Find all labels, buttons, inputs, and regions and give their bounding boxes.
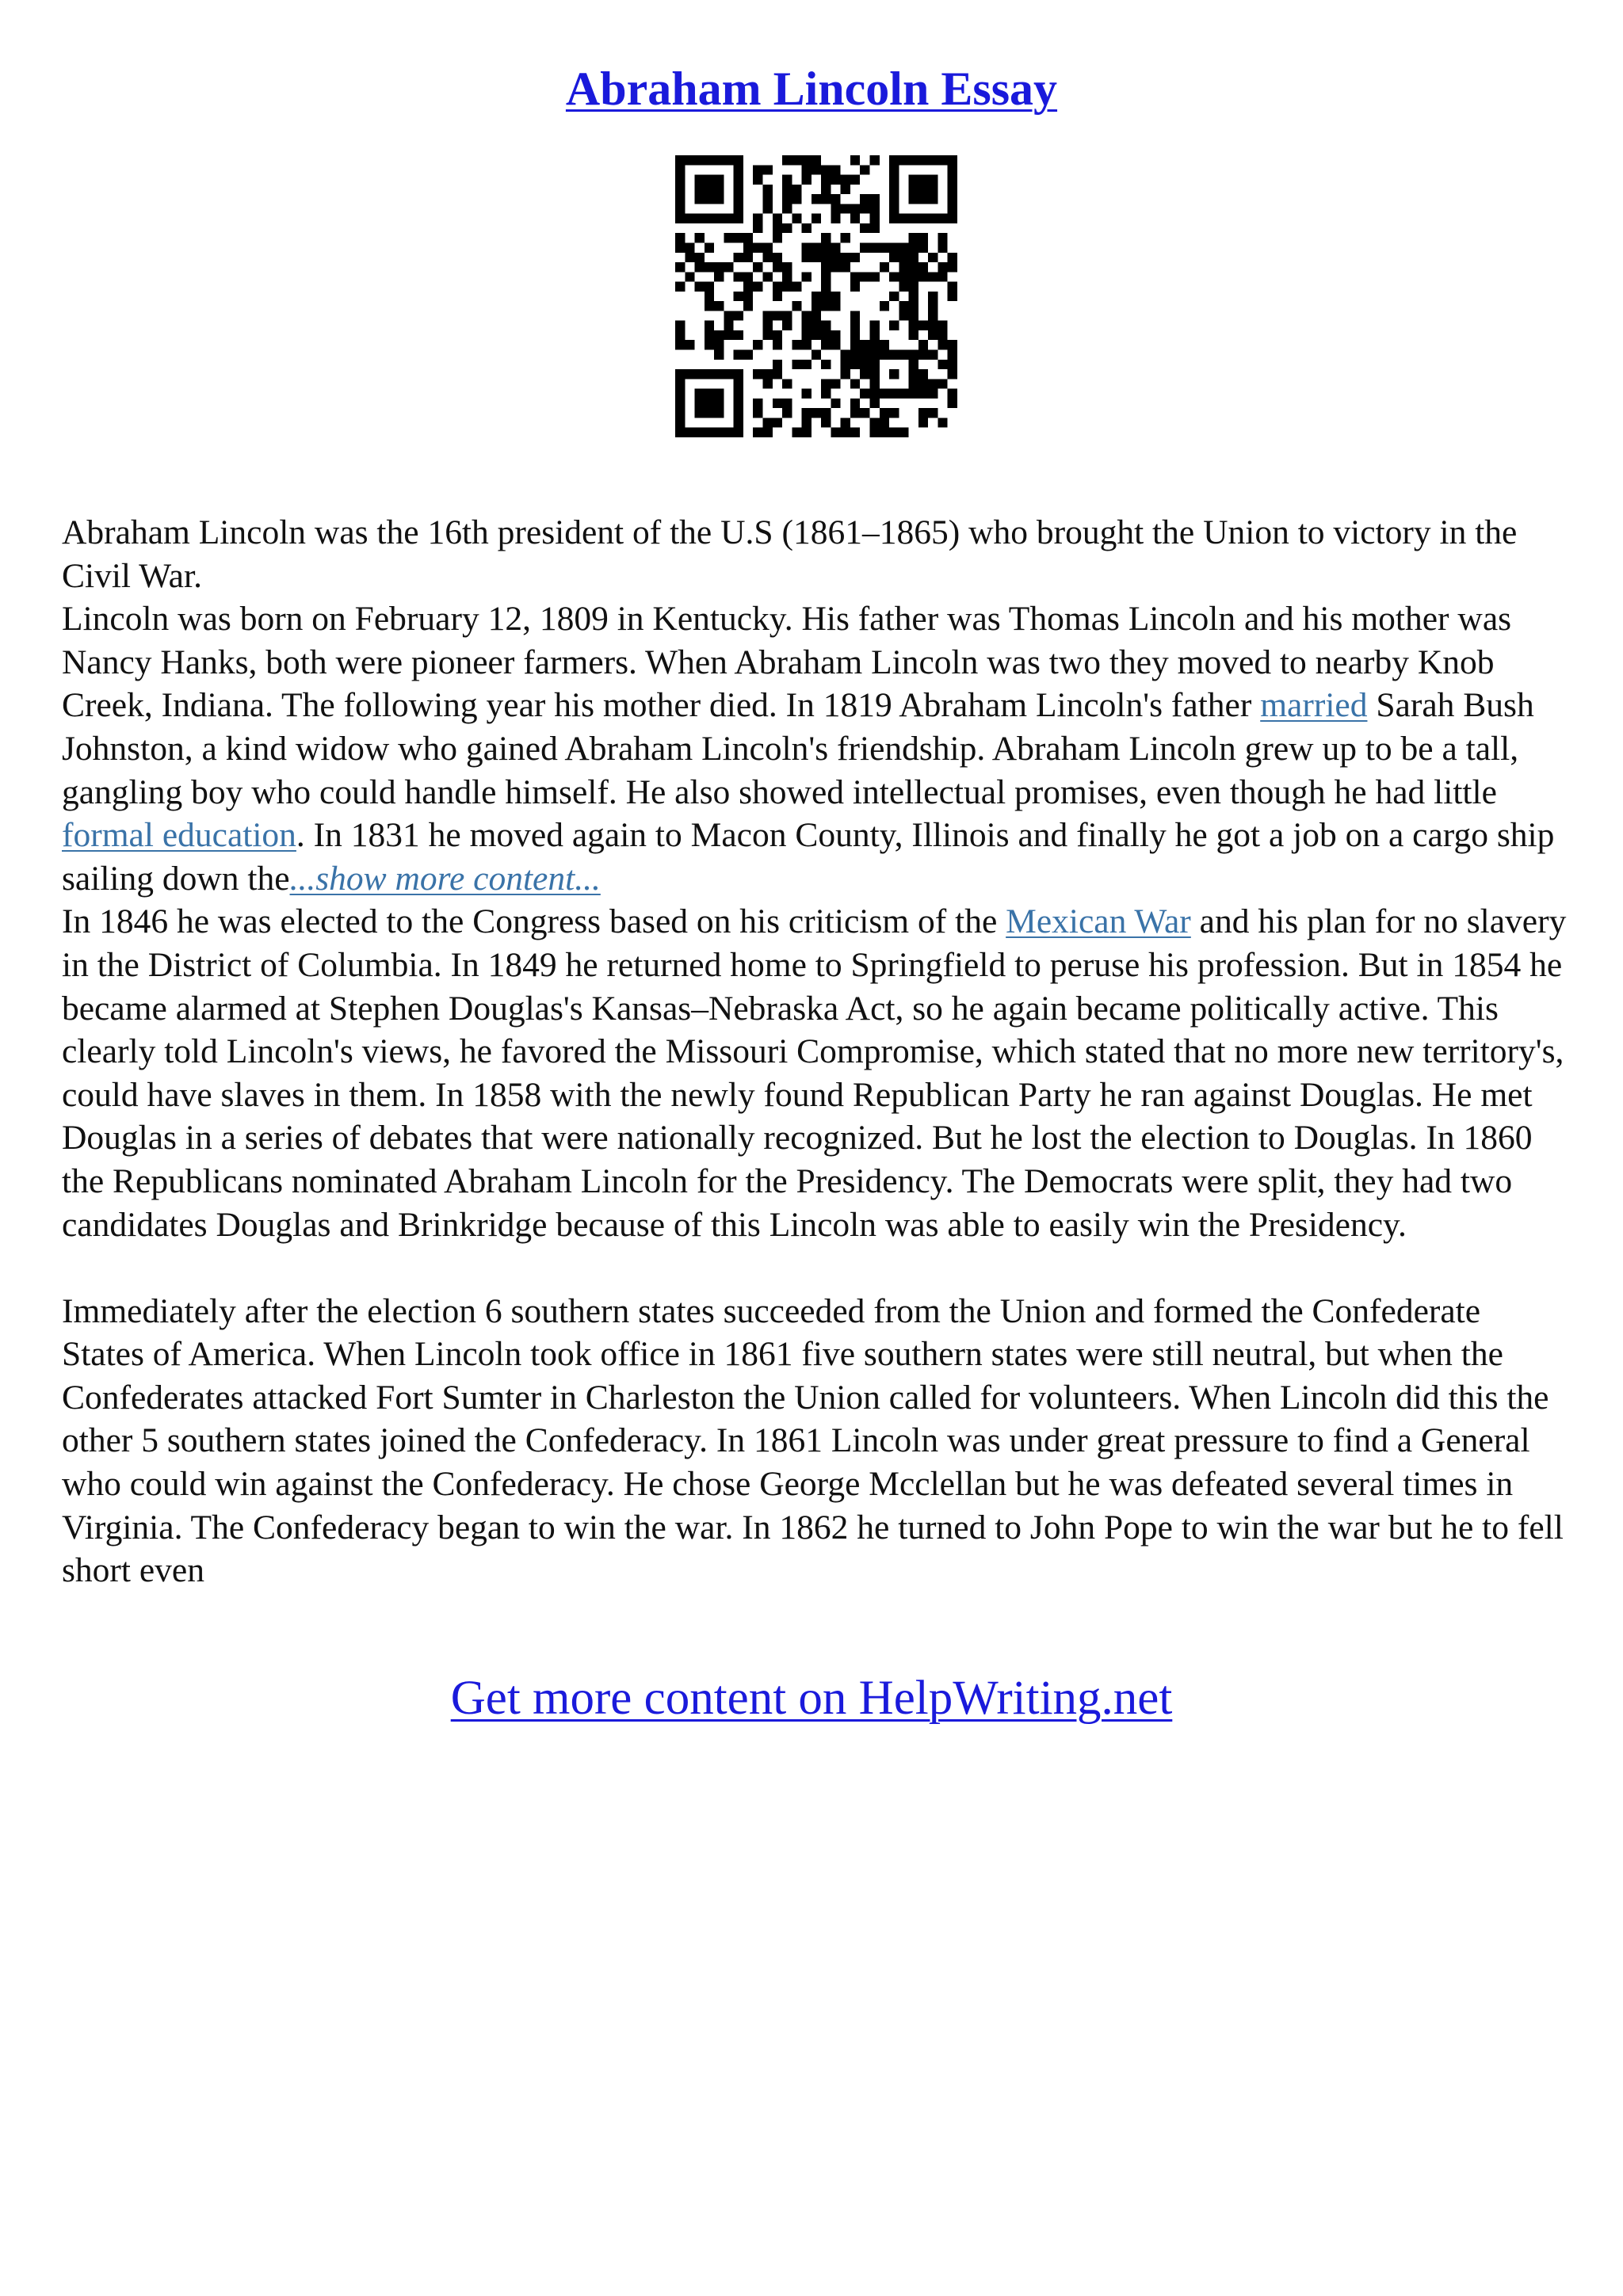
get-more-content-link[interactable]: Get more content on HelpWriting.net (450, 1672, 1173, 1725)
civil-war-text: Immediately after the election 6 southern states succeeded from the Union and formed the Confederate States of America. When Lincoln took office in 1861 five southern states were still neutral, but when the Confederates attacked Fort Sumter in Charleston the Union called for volunteers. When Lincoln did this the other 5 southern states joined the Confederacy. In 1861 Lincoln was under great pressure to find a General who could win against the Confederacy. He chose George Mcclellan but he was defeated several times in Virginia. The Confederacy began to win the war. In 1862 he turned to John Pope to win the war but he to fell short even (62, 1291, 1564, 1590)
politics-text-1: In 1846 he was elected to the Congress based on his criticism of the (62, 902, 1006, 941)
paragraph-intro (62, 511, 1568, 597)
qr-code-icon (675, 155, 957, 437)
paragraph-civil-war (62, 1290, 1568, 1592)
title-link[interactable]: Abraham Lincoln Essay (565, 63, 1058, 115)
cta-line (0, 1667, 1623, 1730)
paragraph-intro-text: Abraham Lincoln was the 16th president of the U.S (1861–1865) who brought the Union to victory in the Civil War. (62, 513, 1518, 595)
paragraph-gap (62, 1246, 1568, 1290)
mexican-war-link[interactable]: Mexican War (1006, 902, 1191, 941)
married-link[interactable]: married (1260, 686, 1368, 725)
formal-education-link[interactable]: formal education (62, 816, 296, 855)
paragraph-politics (62, 900, 1568, 1246)
page-title (0, 57, 1623, 120)
early-life-text-3: . In 1831 he moved again to Macon County, Illinois and finally he got a job on a cargo ship sailing down the (62, 816, 1555, 898)
early-life-text-2: Sarah Bush Johnston, a kind widow who gained Abraham Lincoln's friendship. Abraham Lincoln grew up to be a tall, gangling boy who could handle himself. He also showed intellectual promises, even though he had little (62, 686, 1534, 811)
early-life-text-1: Lincoln was born on February 12, 1809 in Kentucky. His father was Thomas Lincoln and his mother was Nancy Hanks, both were pioneer farmers. When Abraham Lincoln was two they moved to nearby Knob Creek, Indiana. The following year his mother died. In 1819 Abraham Lincoln's father (62, 600, 1512, 725)
essay-body (62, 511, 1568, 1592)
show-more-link[interactable]: ...show more content... (289, 859, 601, 898)
politics-text-2: and his plan for no slavery in the District of Columbia. In 1849 he returned home to Springfield to peruse his profession. But in 1854 he became alarmed at Stephen Douglas's Kansas–Nebraska Act, so he again became politically active. This clearly told Lincoln's views, he favored the Missouri Compromise, which stated that no more new territory's, could have slaves in them. In 1858 with the newly found Republican Party he ran against Douglas. He met Douglas in a series of debates that were nationally recognized. But he lost the election to Douglas. In 1860 the Republicans nominated Abraham Lincoln for the Presidency. The Democrats were split, they had two candidates Douglas and Brinkridge because of this Lincoln was able to easily win the Presidency. (62, 902, 1567, 1244)
paragraph-early-life (62, 597, 1568, 900)
